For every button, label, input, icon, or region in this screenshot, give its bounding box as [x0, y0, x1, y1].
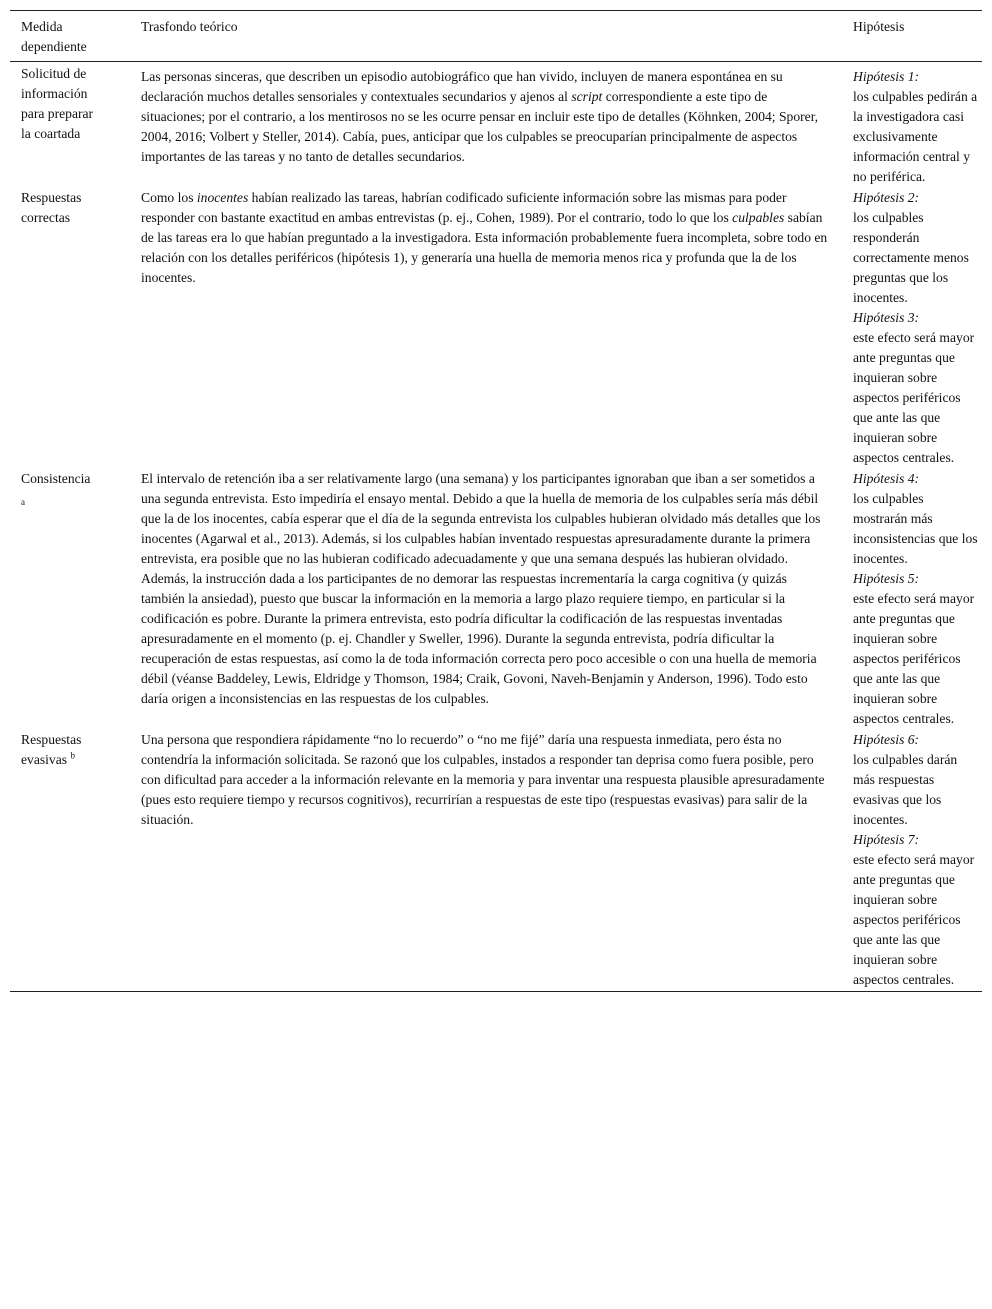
hypothesis-text: los culpables mostrarán más inconsistencias que los inocentes.: [853, 491, 978, 566]
measure-cell: [10, 468, 130, 729]
emphasis-text: script: [571, 89, 603, 104]
table-header: [10, 11, 982, 62]
hypothesis-text: este efecto será mayor ante preguntas que inquieran sobre aspectos periféricos que ante las que inquieran sobre aspectos centrales.: [853, 330, 975, 465]
hypothesis-label: Hipótesis 4:: [853, 471, 920, 486]
hypotheses-cell: [843, 62, 982, 188]
hypotheses-table-container: [10, 10, 982, 992]
background-paragraph: Como los inocentes habían realizado las tareas, habrían codificado suficiente información sobre las mismas para poder responder con bastante exactitud en ambas entrevistas (p. ej., Cohen, 1989). Por el contrario, todo lo que los culpables sabían de las tareas era lo que habían preguntado a la investigadora. Esta información probablemente fuera incompleta, sobre todo en relación con los detalles periféricos (hipótesis 1), y generaría una huella de memoria menos rica y profunda que la de los inocentes.: [141, 190, 828, 285]
background-cell: [130, 729, 843, 992]
measure-label: Solicitud de información para preparar la coartada: [21, 66, 94, 141]
background-paragraph: El intervalo de retención iba a ser relativamente largo (una semana) y los participantes ignoraban que iban a ser sometidos a una segunda entrevista. Esto impediría el ensayo mental. Debido a que la huella de memoria de los culpables sería más débil que la de los inocentes, cabía esperar que el día de la segunda entrevista los culpables hubieran olvidado más detalles que los inocentes (Agarwal et al., 2013). Además, si los culpables habían inventado respuestas apresuradamente durante la primera entrevista, era posible que no las hubieran codificado adecuadamente y que una semana después las hubieran olvidado.: [141, 471, 821, 566]
measure-cell: [10, 62, 130, 188]
table-row: [10, 62, 982, 188]
hypothesis-item: [853, 308, 978, 468]
hypothesis-text: los culpables responderán correctamente menos preguntas que los inocentes.: [853, 210, 969, 305]
header-hypotheses: Hipótesis: [853, 19, 905, 34]
hypothesis-label: Hipótesis 3:: [853, 310, 920, 325]
emphasis-text: culpables: [732, 210, 785, 225]
background-cell: [130, 62, 843, 188]
hypothesis-text: los culpables pedirán a la investigadora casi exclusivamente información central y no periférica.: [853, 89, 978, 184]
hypotheses-cell: [843, 729, 982, 992]
hypotheses-table: [10, 10, 982, 992]
table-body: [10, 62, 982, 992]
table-row: [10, 729, 982, 992]
emphasis-text: inocentes: [196, 190, 249, 205]
hypothesis-item: [853, 569, 978, 729]
measure-label: Respuestas evasivas: [21, 732, 82, 767]
table-row: [10, 187, 982, 468]
measure-label: Consistencia: [21, 471, 91, 486]
background-cell: [130, 468, 843, 729]
hypothesis-text: este efecto será mayor ante preguntas que inquieran sobre aspectos periféricos que ante las que inquieran sobre aspectos centrales.: [853, 852, 975, 987]
background-paragraph: Las personas sinceras, que describen un episodio autobiográfico que han vivido, incluyen de manera espontánea en su declaración muchos detalles sensoriales y contextuales secundarios y ajenos al script correspondiente a este tipo de situaciones; por el contrario, a los mentirosos no se les ocurre pensar en incluir este tipo de detalles (Köhnken, 2004; Sporer, 2004, 2016; Volbert y Steller, 2014). Cabía, pues, anticipar que los culpables se preocuparían principalmente de aspectos importantes de las tareas y no tanto de detalles secundarios.: [141, 69, 819, 164]
hypothesis-label: Hipótesis 6:: [853, 732, 920, 747]
hypothesis-label: Hipótesis 7:: [853, 832, 920, 847]
background-paragraph: Una persona que respondiera rápidamente “no lo recuerdo” o “no me fijé” daría una respuesta inmediata, pero ésta no contendría la información solicitada. Se razonó que los culpables, instados a responder tan deprisa como fuera posible, pero con dificultad para acceder a la información relevante en la memoria y para inventar una respuesta plausible apresuradamente (pues esto requiere tiempo y recursos cognitivos), recurrirían a respuestas de este tipo (respuestas evasivas) para salir de la situación.: [141, 732, 825, 827]
table-row: [10, 468, 982, 729]
hypothesis-item: [853, 188, 978, 308]
hypothesis-item: [853, 830, 978, 991]
footnote-marker: a: [21, 497, 25, 507]
footnote-marker: b: [70, 750, 75, 761]
background-cell: [130, 187, 843, 468]
background-paragraph: Además, la instrucción dada a los participantes de no demorar las respuestas incrementaría la carga cognitiva (y quizás también la ansiedad), puesto que buscar la información en la memoria a largo plazo requiere tiempo, en particular si la codificación es pobre. Durante la primera entrevista, esto podría dificultar la codificación de las respuestas inventadas apresuradamente en el momento (p. ej. Chandler y Sweller, 1996). Durante la segunda entrevista, podría dificultar la recuperación de estas respuestas, así como la de toda información correcta pero poco accesible o con una huella de memoria débil (véanse Baddeley, Lewis, Eldridge y Thomson, 1984; Craik, Govoni, Naveh-Benjamin y Anderson, 1996). Todo esto daría origen a inconsistencias en las respuestas de los culpables.: [141, 571, 817, 706]
hypothesis-label: Hipótesis 2:: [853, 190, 920, 205]
header-background: Trasfondo teórico: [141, 19, 238, 34]
hypothesis-item: [853, 730, 978, 830]
measure-cell: [10, 729, 130, 992]
hypothesis-item: [853, 469, 978, 569]
hypothesis-text: los culpables darán más respuestas evasivas que los inocentes.: [853, 752, 958, 827]
hypothesis-item: [853, 67, 978, 187]
hypothesis-text: este efecto será mayor ante preguntas que inquieran sobre aspectos periféricos que ante las que inquieran sobre aspectos centrales.: [853, 591, 975, 726]
measure-label: Respuestas correctas: [21, 190, 82, 225]
measure-cell: [10, 187, 130, 468]
hypothesis-label: Hipótesis 5:: [853, 571, 920, 586]
hypothesis-label: Hipótesis 1:: [853, 69, 920, 84]
header-measure: Medida dependiente: [21, 19, 87, 54]
hypotheses-cell: [843, 187, 982, 468]
header-row: [10, 11, 982, 62]
hypotheses-cell: [843, 468, 982, 729]
